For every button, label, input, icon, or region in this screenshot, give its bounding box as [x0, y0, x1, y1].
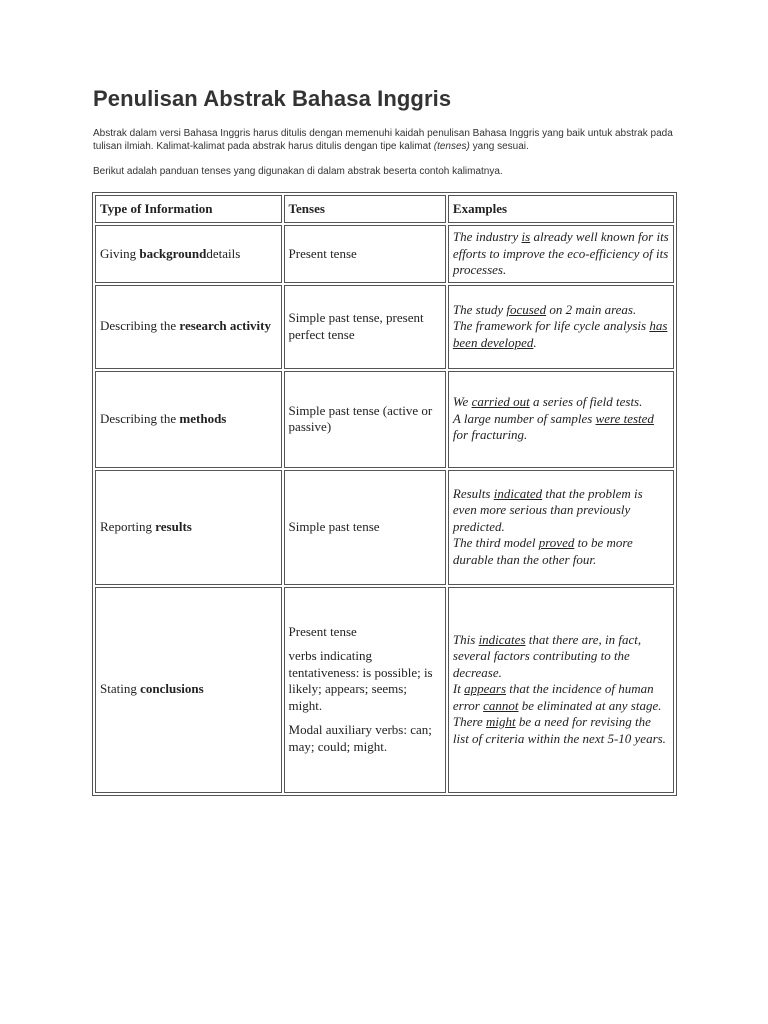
type-keyword: conclusions: [140, 681, 204, 697]
intro-paragraph-1: [93, 127, 678, 153]
example-sentence: [453, 681, 669, 714]
type-cell: [95, 470, 282, 585]
table-row: [95, 371, 674, 468]
type-text: Reporting: [100, 518, 156, 534]
example-sentence: [453, 318, 669, 351]
example-text: be a need for revising the list of criteria within the next 5-10 years.: [452, 714, 666, 746]
header-examples: Examples: [448, 195, 674, 223]
example-text: The study: [452, 301, 507, 317]
type-cell: [95, 225, 282, 283]
example-text: .: [533, 334, 537, 350]
example-verb: is: [521, 229, 531, 244]
example-verb: appears: [464, 681, 506, 697]
example-sentence: [453, 302, 669, 319]
example-sentence: [453, 632, 669, 682]
type-text-after: details: [206, 245, 241, 261]
table-row: [95, 587, 674, 793]
type-text: Describing the: [100, 410, 180, 426]
tenses-table: [92, 192, 677, 796]
example-verb: indicated: [493, 485, 543, 501]
type-keyword: research activity: [179, 318, 271, 334]
type-cell: [95, 371, 282, 468]
example-sentence: [453, 714, 669, 747]
example-cell: [448, 587, 674, 793]
example-text: be eliminated at any stage.: [518, 697, 662, 713]
intro-p1-end: yang sesuai.: [469, 141, 529, 152]
example-text: on 2 main areas.: [546, 301, 637, 317]
example-verb: were tested: [595, 410, 654, 426]
example-sentence: [453, 411, 669, 444]
example-text: a series of field tests.: [529, 394, 643, 410]
example-verb: indicates: [478, 631, 526, 647]
type-text: Giving: [100, 245, 140, 261]
table-row: [95, 225, 674, 283]
example-sentence: [453, 535, 669, 568]
example-text: for fracturing.: [452, 427, 528, 443]
tense-cell: [284, 587, 446, 793]
type-cell: [95, 587, 282, 793]
table-row: [95, 285, 674, 369]
example-verb: carried out: [471, 394, 530, 410]
example-verb: proved: [538, 535, 575, 551]
example-text: that the incidence of human error: [452, 681, 654, 713]
example-text: This: [452, 631, 479, 647]
example-verb: has been developed: [452, 318, 668, 350]
example-sentence: [453, 486, 669, 536]
table-header-row: [95, 195, 674, 223]
header-tenses: Tenses: [284, 195, 446, 223]
page-title: Penulisan Abstrak Bahasa Inggris: [93, 86, 452, 111]
tense-cell: Simple past tense (active or passive): [284, 371, 446, 468]
example-text: There: [452, 714, 487, 730]
header-type: Type of Information: [95, 195, 282, 223]
example-cell: [448, 285, 674, 369]
tense-cell: Simple past tense, present perfect tense: [284, 285, 446, 369]
example-cell: [448, 371, 674, 468]
example-text: Results: [452, 485, 494, 501]
example-text: that there are, in fact, several factors contributing to the decrease.: [452, 631, 642, 680]
type-keyword: results: [155, 518, 192, 534]
example-text: The third model: [452, 535, 539, 551]
example-verb: focused: [506, 301, 547, 317]
type-keyword: background: [139, 245, 207, 261]
example-text: A large number of samples: [452, 410, 596, 426]
tense-text: verbs indicating tentativeness: is possible; is likely; appears; seems; might.: [288, 648, 433, 713]
example-text: that the problem is even more serious than previously predicted.: [452, 485, 643, 534]
type-keyword: methods: [179, 410, 227, 426]
table-row: [95, 470, 674, 585]
intro-p1-italic: (tenses): [433, 141, 470, 152]
tense-text: Present tense: [288, 623, 357, 639]
tense-text: Modal auxiliary verbs: can; may; could; might.: [288, 722, 432, 754]
example-text: It: [452, 681, 465, 697]
example-text: The framework for life cycle analysis: [452, 318, 650, 334]
tense-cell: Present tense: [284, 225, 446, 283]
example-verb: cannot: [483, 697, 519, 713]
type-text: Describing the: [100, 318, 180, 334]
intro-paragraph-2: Berikut adalah panduan tenses yang digunakan di dalam abstrak beserta contoh kalimatnya.: [93, 166, 503, 177]
example-text: to be more durable than the other four.: [452, 535, 633, 567]
tense-cell: Simple past tense: [284, 470, 446, 585]
example-text: already well known for its efforts to improve the eco-efficiency of its processes.: [452, 229, 669, 277]
example-sentence: [453, 394, 669, 411]
example-cell: [448, 470, 674, 585]
example-verb: might: [486, 714, 516, 730]
example-text: The industry: [452, 229, 522, 244]
intro-p1-text: Abstrak dalam versi Bahasa Inggris harus ditulis dengan memenuhi kaidah penulisan Bahasa Inggris yang baik untuk abstrak pada tulisan ilmiah. Kalimat-kalimat pada abstrak harus ditulis dengan tipe kalimat: [93, 128, 673, 152]
type-cell: [95, 285, 282, 369]
example-cell: [448, 225, 674, 283]
type-text: Stating: [100, 681, 141, 697]
example-text: We: [452, 394, 472, 410]
